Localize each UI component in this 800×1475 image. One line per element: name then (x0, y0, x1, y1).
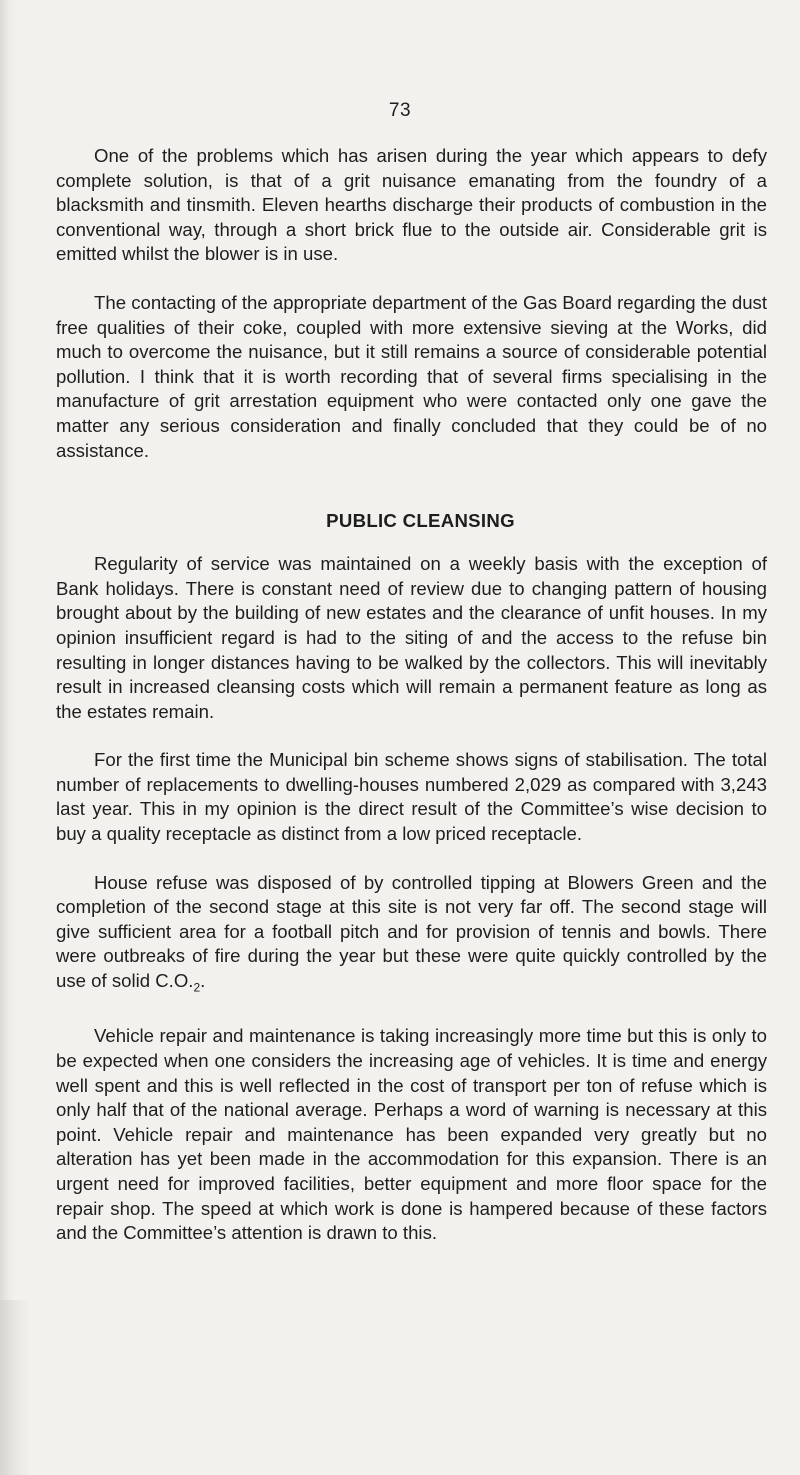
document-body (56, 144, 767, 1246)
page-number: 73 (388, 100, 412, 121)
paragraph-regularity-of-service: Regularity of service was maintained on a weekly basis with the exception of Bank holidays. There is constant need of review due to changing pattern of housing brought about by the building of new estates and the clearance of unfit houses. In my opinion insufficient regard is had to the siting of and the access to the refuse bin resulting in longer distances having to be walked by the collectors. This will inevitably result in increased cleansing costs which will remain a permanent feature as long as the estates remain. (56, 553, 767, 722)
subscript-two: 2 (193, 980, 201, 995)
section-heading-public-cleansing: PUBLIC CLEANSING (326, 510, 515, 532)
page-edge-shadow-bottom (0, 1300, 30, 1475)
paragraph-house-refuse-end: . (200, 970, 206, 992)
paragraph-grit-nuisance: One of the problems which has arisen during the year which appears to defy complete solution, is that of a grit nuisance emanating from the foundry of a blacksmith and tinsmith. Eleven hearths discharge their products of combustion in the conventional way, through a short brick flue to the outside air. Considerable grit is emitted whilst the blower is in use. (56, 145, 767, 265)
paragraph-gas-board: The contacting of the appropriate department of the Gas Board regarding the dust free qualities of their coke, coupled with more extensive sieving at the Works, did much to overcome the nuisance, but it still remains a source of considerable potential pollution. I think that it is worth recording that of several firms specialising in the manufacture of grit arrestation equipment who were contacted only one gave the matter any serious consideration and finally concluded that they could be of no assistance. (56, 291, 767, 461)
paragraph-municipal-bin-scheme: For the first time the Municipal bin scheme shows signs of stabilisation. The total number of replacements to dwelling-houses numbered 2,029 as compared with 3,243 last year. This in my opinion is the direct result of the Committee’s wise decision to buy a quality receptacle as distinct from a low priced receptacle. (56, 749, 767, 845)
paragraph-vehicle-repair: Vehicle repair and maintenance is taking increasingly more time but this is only to be expected when one considers the increasing age of vehicles. It is time and energy well spent and this is well reflected in the cost of transport per ton of refuse which is only half that of the national average. Perhaps a word of warning is necessary at this point. Vehicle repair and maintenance has been expanded very greatly but no alteration has yet been made in the accommodation for this expansion. There is an urgent need for improved facilities, better equipment and more floor space for the repair shop. The speed at which work is done is hampered because of these factors and the Committee’s attention is drawn to this. (56, 1025, 767, 1244)
paragraph-house-refuse-text: House refuse was disposed of by controlled tipping at Blowers Green and the completion of the second stage at this site is not very far off. The second stage will give sufficient area for a football pitch and for provision of tennis and bowls. There were outbreaks of fire during the year but these were quite quickly controlled by the use of solid C.O. (56, 871, 767, 992)
paragraph-house-refuse (56, 871, 767, 1001)
page-edge-shadow (0, 0, 14, 1475)
